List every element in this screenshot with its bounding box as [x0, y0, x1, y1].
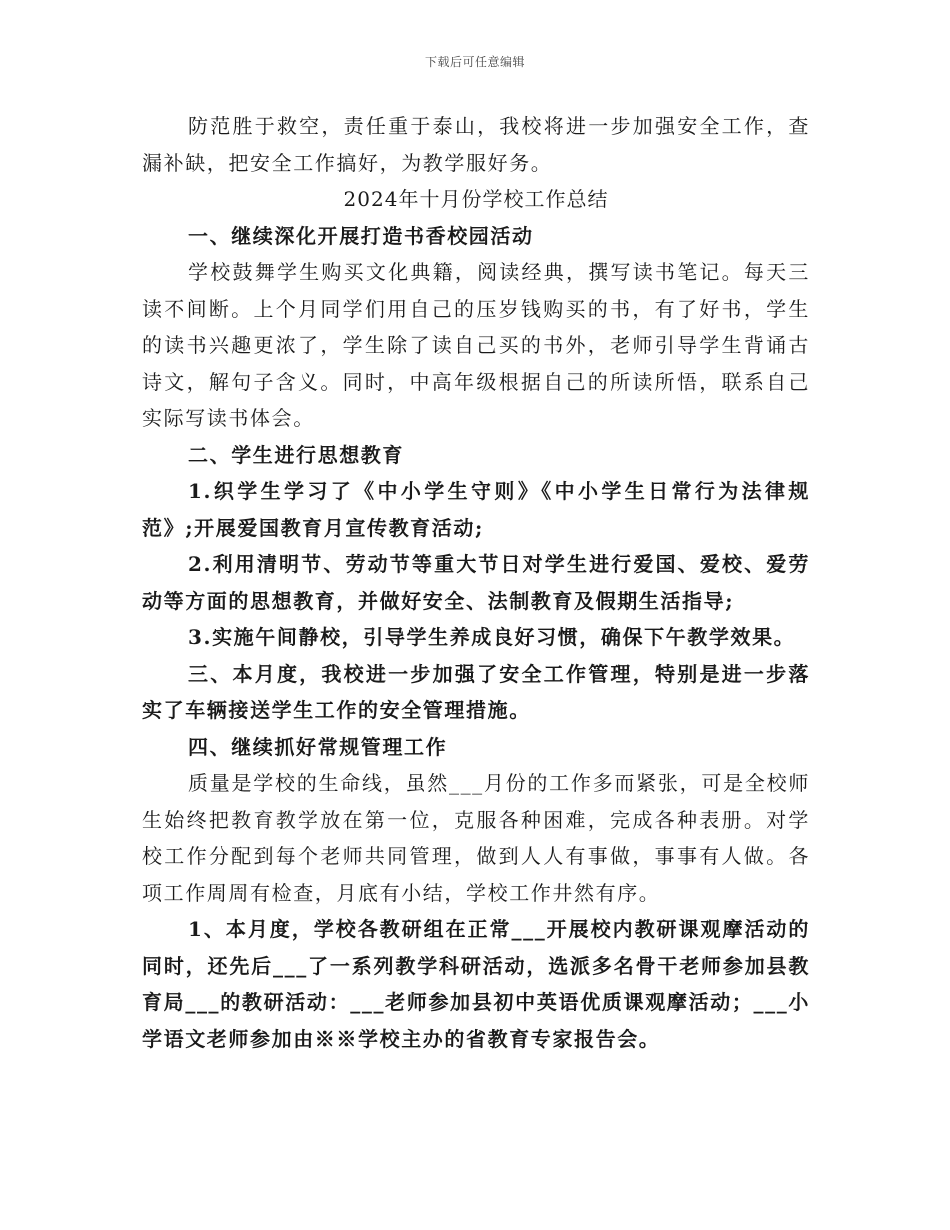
section-2-item-2: 2.利用清明节、劳动节等重大节日对学生进行爱国、爱校、爱劳动等方面的思想教育，并做好安全、法制教育及假期生活指导;: [142, 552, 810, 613]
section-1-body: 学校鼓舞学生购买文化典籍，阅读经典，撰写读书笔记。每天三读不间断。上个月同学们用自己的压岁钱购买的书，有了好书，学生的读书兴趣更浓了，学生除了读自己买的书外，老师引导学生背诵古诗文，解句子含义。同时，中高年级根据自己的所读所悟，联系自己实际写读书体会。: [142, 260, 810, 430]
intro-paragraph: 防范胜于救空，责任重于泰山，我校将进一步加强安全工作，查漏补缺，把安全工作搞好，为教学服好务。: [142, 114, 810, 175]
section-4-item-1: 1、本月度，学校各教研组在正常___开展校内教研课观摩活动的同时，还先后___了一系列教学科研活动，选派多名骨干老师参加县教育局___的教研活动：___老师参加县初中英语优质课观摩活动；___小学语文老师参加由※※学校主办的省教育专家报告会。: [142, 917, 810, 1051]
section-2-heading: 二、学生进行思想教育: [188, 442, 404, 467]
document-title: 2024年十月份学校工作总结: [343, 187, 609, 211]
document-body: [142, 108, 810, 1057]
section-2-item-1: 1.织学生学习了《中小学生守则》《中小学生日常行为法律规范》;开展爱国教育月宣传教育活动;: [142, 479, 810, 540]
page-header-note: 下载后可任意编辑: [424, 55, 525, 69]
section-1-heading: 一、继续深化开展打造书香校园活动: [188, 223, 534, 248]
section-2-item-3: 3.实施午间静校，引导学生养成良好习惯，确保下午教学效果。: [188, 625, 796, 649]
section-3-heading: 三、本月度，我校进一步加强了安全工作管理，特别是进一步落实了车辆接送学生工作的安全管理措施。: [142, 661, 810, 722]
section-4-body: 质量是学校的生命线，虽然___月份的工作多而紧张，可是全校师生始终把教育教学放在第一位，克服各种困难，完成各种表册。对学校工作分配到每个老师共同管理，做到人人有事做，事事有人做。各项工作周周有检查，月底有小结，学校工作井然有序。: [142, 771, 810, 905]
section-4-heading: 四、继续抓好常规管理工作: [188, 734, 448, 759]
